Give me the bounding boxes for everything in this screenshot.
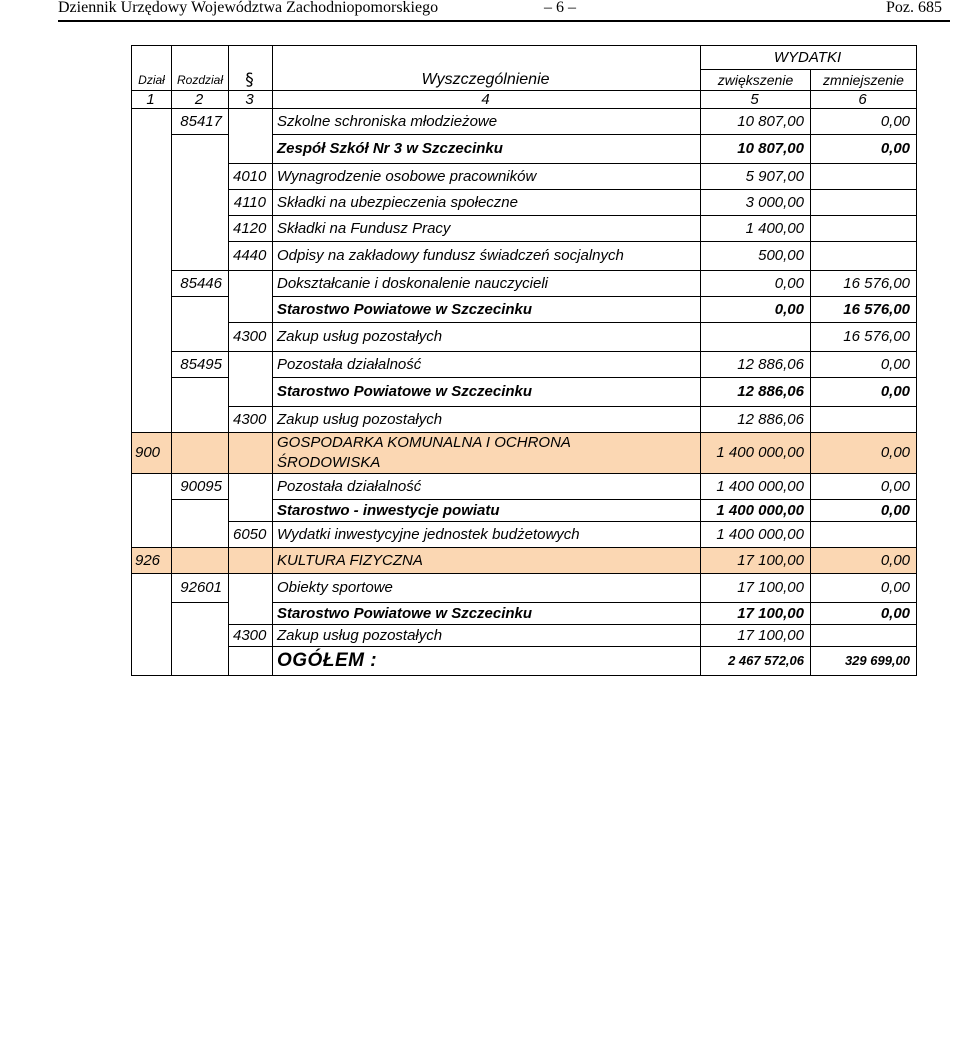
wydatki-header: WYDATKI [701,46,917,70]
increase-cell: 1 400,00 [701,215,811,241]
description-cell: KULTURA FIZYCZNA [273,547,701,573]
description-cell [273,432,701,473]
paragraph-cell: 4110 [229,189,273,215]
rozdzial-cell: 85446 [172,270,229,296]
table-row [132,189,917,215]
description-cell: Zakup usług pozostałych [273,406,701,432]
col-rozdzial: Rozdział [172,70,229,91]
col-number: 4 [273,90,701,108]
col-number: 6 [811,90,917,108]
col-number: 5 [701,90,811,108]
decrease-cell: 0,00 [811,602,917,624]
header-row-labels [132,70,917,91]
paragraph-cell: 4300 [229,322,273,351]
decrease-cell: 16 576,00 [811,270,917,296]
total-label: OGÓŁEM : [273,646,701,675]
paragraph-cell: 4010 [229,163,273,189]
dzial-cell: 900 [132,432,172,473]
increase-cell: 500,00 [701,241,811,270]
table-row [132,351,917,377]
header-row-numbers [132,90,917,108]
col-dzial: Dział [132,70,172,91]
page-number: – 6 – [544,0,576,16]
rozdzial-cell: 90095 [172,473,229,499]
rozdzial-cell: 85417 [172,108,229,134]
table-row [132,163,917,189]
col-wyszczegolnienie: Wyszczególnienie [273,70,701,91]
decrease-cell [811,624,917,646]
decrease-cell [811,521,917,547]
increase-cell: 10 807,00 [701,134,811,163]
total-decrease: 329 699,00 [811,646,917,675]
col-number: 1 [132,90,172,108]
col-zmniejszenie: zmniejszenie [811,70,917,91]
rozdzial-cell: 85495 [172,351,229,377]
decrease-cell: 16 576,00 [811,296,917,322]
table-row [132,322,917,351]
paragraph-cell: 4300 [229,624,273,646]
increase-cell: 17 100,00 [701,547,811,573]
description-cell: Odpisy na zakładowy fundusz świadczeń socjalnych [273,241,701,270]
section-title-line-2: ŚRODOWISKA [277,453,381,471]
increase-cell: 17 100,00 [701,602,811,624]
col-paragraph: § [229,70,273,91]
description-cell: Zakup usług pozostałych [273,322,701,351]
position-number: Poz. 685 [886,0,942,16]
increase-cell [701,322,811,351]
increase-cell: 1 400 000,00 [701,432,811,473]
table-row [132,134,917,163]
journal-title: Dziennik Urzędowy Województwa Zachodniopomorskiego [58,0,439,16]
section-row [132,547,917,573]
table-row [132,270,917,296]
rozdzial-cell: 92601 [172,573,229,602]
description-cell: Składki na Fundusz Pracy [273,215,701,241]
paragraph-cell: 4120 [229,215,273,241]
description-cell: Wydatki inwestycyjne jednostek budżetowych [273,521,701,547]
increase-cell: 12 886,06 [701,377,811,406]
decrease-cell [811,189,917,215]
decrease-cell: 0,00 [811,377,917,406]
table-row [132,377,917,406]
decrease-cell: 0,00 [811,134,917,163]
table-row [132,108,917,134]
page-header [58,0,950,22]
expenditure-table [131,45,917,676]
table-row [132,296,917,322]
total-increase: 2 467 572,06 [701,646,811,675]
decrease-cell: 16 576,00 [811,322,917,351]
table-row [132,521,917,547]
table-row [132,406,917,432]
decrease-cell [811,406,917,432]
header-row-wydatki [132,46,917,70]
increase-cell: 10 807,00 [701,108,811,134]
col-number: 3 [229,90,273,108]
description-cell: Obiekty sportowe [273,573,701,602]
description-cell: Starostwo - inwestycje powiatu [273,499,701,521]
description-cell: Szkolne schroniska młodzieżowe [273,108,701,134]
increase-cell: 12 886,06 [701,406,811,432]
decrease-cell [811,215,917,241]
paragraph-cell: 6050 [229,521,273,547]
description-cell: Starostwo Powiatowe w Szczecinku [273,377,701,406]
decrease-cell [811,163,917,189]
total-row [132,646,917,675]
increase-cell: 1 400 000,00 [701,473,811,499]
paragraph-cell: 4300 [229,406,273,432]
description-cell: Wynagrodzenie osobowe pracowników [273,163,701,189]
table-row [132,215,917,241]
description-cell: Pozostała działalność [273,473,701,499]
decrease-cell: 0,00 [811,108,917,134]
section-row [132,432,917,473]
section-title-line-1: GOSPODARKA KOMUNALNA I OCHRONA [277,433,571,451]
description-cell: Starostwo Powiatowe w Szczecinku [273,602,701,624]
decrease-cell: 0,00 [811,432,917,473]
decrease-cell: 0,00 [811,473,917,499]
increase-cell: 17 100,00 [701,573,811,602]
dzial-cell: 926 [132,547,172,573]
description-cell: Pozostała działalność [273,351,701,377]
decrease-cell: 0,00 [811,499,917,521]
increase-cell: 5 907,00 [701,163,811,189]
table-row [132,473,917,499]
description-cell: Zakup usług pozostałych [273,624,701,646]
col-zwiekszenie: zwiększenie [701,70,811,91]
increase-cell: 1 400 000,00 [701,499,811,521]
increase-cell: 1 400 000,00 [701,521,811,547]
increase-cell: 0,00 [701,270,811,296]
increase-cell: 0,00 [701,296,811,322]
description-cell: Starostwo Powiatowe w Szczecinku [273,296,701,322]
decrease-cell: 0,00 [811,547,917,573]
table-row [132,573,917,602]
table-row [132,499,917,521]
increase-cell: 12 886,06 [701,351,811,377]
table-row [132,624,917,646]
table-row [132,241,917,270]
description-cell: Zespół Szkół Nr 3 w Szczecinku [273,134,701,163]
table-row [132,602,917,624]
description-cell: Składki na ubezpieczenia społeczne [273,189,701,215]
increase-cell: 17 100,00 [701,624,811,646]
col-number: 2 [172,90,229,108]
increase-cell: 3 000,00 [701,189,811,215]
paragraph-cell: 4440 [229,241,273,270]
decrease-cell: 0,00 [811,351,917,377]
decrease-cell: 0,00 [811,573,917,602]
decrease-cell [811,241,917,270]
description-cell: Dokształcanie i doskonalenie nauczycieli [273,270,701,296]
